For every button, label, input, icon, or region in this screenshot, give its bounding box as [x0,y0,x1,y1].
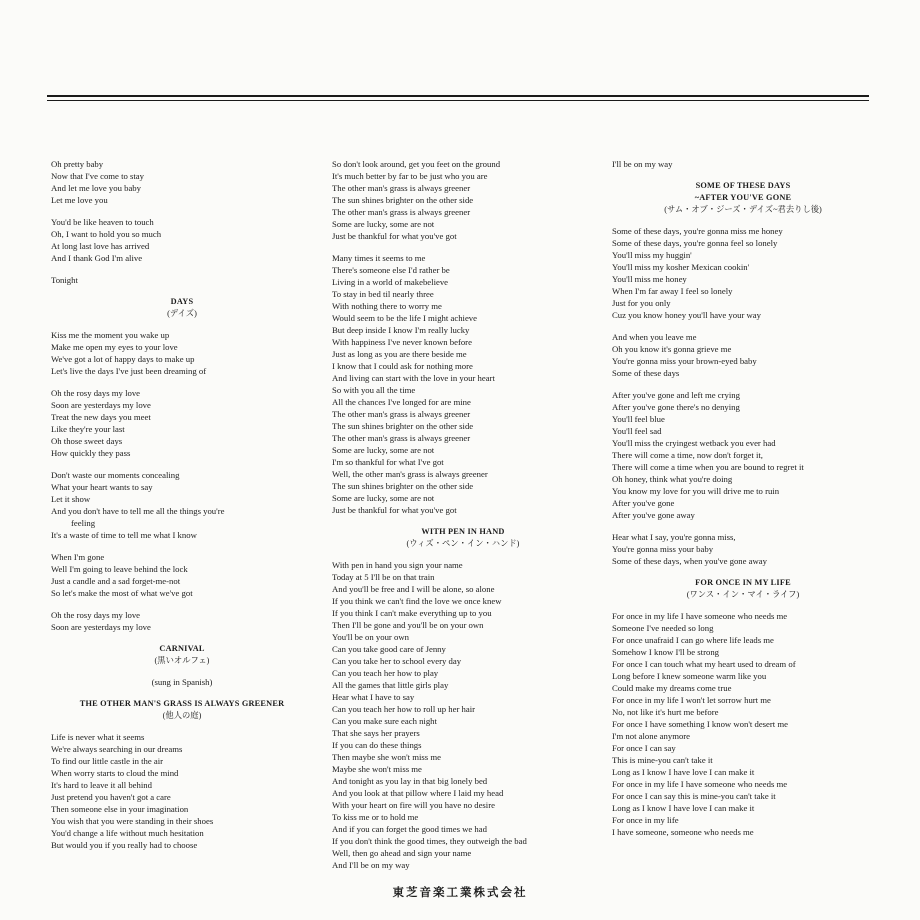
lyric-line: Well, the other man's grass is always greener [332,469,488,479]
lyric-line: When I'm gone [51,552,105,562]
lyric-line: Life is never what it seems [51,732,145,742]
lyric-line: We've got a lot of happy days to make up [51,354,195,364]
lyric-line: Somehow I know I'll be strong [612,647,720,657]
lyric-line: For once in my life I won't let sorrow hurt me [612,695,771,705]
lyric-line: The sun shines brighter on the other side [332,421,474,431]
lyric-line: The other man's grass is always greener [332,207,471,217]
lyric-line: If you can do these things [332,740,422,750]
lyric-stanza [51,216,313,264]
song-title: CARNIVAL [159,644,205,653]
lyric-line: You'll miss me honey [612,274,687,284]
lyric-line: Many times it seems to me [332,253,426,263]
lyric-line: Let it show [51,494,91,504]
top-rule-thin [47,100,869,101]
lyric-line: Now that I've come to stay [51,171,145,181]
lyric-line: The sun shines brighter on the other side [332,481,474,491]
lyric-line: What your heart wants to say [51,482,153,492]
lyric-line: But would you if you really had to choose [51,840,198,850]
lyric-line: And tonight as you lay in that big lonely bed [332,776,488,786]
lyric-line: Oh those sweet days [51,436,123,446]
lyrics-column-1 [51,158,313,861]
lyric-line: Just be thankful for what you've got [332,231,457,241]
lyric-stanza [51,676,313,688]
lyric-line: Oh, I want to hold you so much [51,229,162,239]
lyric-line: Then I'll be gone and you'll be on your own [332,620,484,630]
lyric-line: I'm so thankful for what I've got [332,457,444,467]
lyric-line: You'd be like heaven to touch [51,217,154,227]
lyric-line: Some of these days, you're gonna feel so lonely [612,238,778,248]
lyrics-column-3 [612,158,874,848]
lyric-line: Don't waste our moments concealing [51,470,180,480]
lyric-line: But deep inside I know I'm really lucky [332,325,470,335]
lyric-line: If you don't think the good times, they outweigh the bad [332,836,527,846]
lyric-line: How quickly they pass [51,448,131,458]
lyric-line: That she says her prayers [332,728,420,738]
lyric-line: With nothing there to worry me [332,301,442,311]
lyric-line: Cuz you know honey you'll have your way [612,310,761,320]
lyric-line: You're gonna miss your brown-eyed baby [612,356,757,366]
lyric-line: For once I can touch what my heart used to dream of [612,659,796,669]
lyric-line: Can you take her to school every day [332,656,462,666]
lyric-line: The other man's grass is always greener [332,433,471,443]
lyric-line: With your heart on fire will you have no desire [332,800,495,810]
lyric-line: I'll be on my way [612,159,673,169]
lyric-line: With pen in hand you sign your name [332,560,463,570]
lyric-stanza [51,274,313,286]
lyric-line: After you've gone and left me crying [612,390,740,400]
lyric-line: Soon are yesterdays my love [51,622,151,632]
lyric-stanza [612,225,874,321]
lyric-line: For once in my life I have someone who needs me [612,779,788,789]
lyric-line: Long as I know I have love I can make it [612,803,755,813]
lyric-line: Oh you know it's gonna grieve me [612,344,732,354]
lyric-line: Let me love you [51,195,108,205]
lyric-line: Oh the rosy days my love [51,610,141,620]
lyric-line: For once I can say this is mine-you can't take it [612,791,776,801]
lyric-line: We're always searching in our dreams [51,744,183,754]
lyric-line: For once in my life [612,815,679,825]
lyric-line: You know my love for you will drive me to ruin [612,486,780,496]
lyric-line: To kiss me or to hold me [332,812,419,822]
lyric-stanza [51,551,313,599]
lyric-stanza [612,158,874,170]
lyric-line: Then maybe she won't miss me [332,752,441,762]
lyric-line: Would seem to be the life I might achieve [332,313,478,323]
lyric-line: The sun shines brighter on the other side [332,195,474,205]
lyric-line: feeling [71,518,96,528]
lyric-line: The other man's grass is always greener [332,409,471,419]
lyric-line: After you've gone [612,498,675,508]
song-subtitle: ~AFTER YOU'VE GONE [694,193,792,202]
lyric-line: There will come a time when you are bound to regret it [612,462,804,472]
lyric-line: And let me love you baby [51,183,141,193]
lyric-line: Some are lucky, some are not [332,445,435,455]
lyric-line: And you look at that pillow where I laid my head [332,788,504,798]
lyric-line: This is mine-you can't take it [612,755,713,765]
lyric-line: There will come a time, now don't forget it, [612,450,763,460]
lyric-line: I'm not alone anymore [612,731,691,741]
lyric-line: For once unafraid I can go where life leads me [612,635,774,645]
lyric-line: Just for you only [612,298,671,308]
lyric-line: With happiness I've never known before [332,337,472,347]
lyric-line: For once in my life I have someone who needs me [612,611,788,621]
lyric-line: For once I have something I know won't desert me [612,719,788,729]
lyric-line: No, not like it's hurt me before [612,707,719,717]
lyric-line: Just as long as you are there beside me [332,349,467,359]
lyric-line: Today at 5 I'll be on that train [332,572,435,582]
lyric-line: Maybe she won't miss me [332,764,422,774]
lyric-stanza [332,559,594,871]
lyric-stanza [51,609,313,633]
song-title: THE OTHER MAN'S GRASS IS ALWAYS GREENER [79,699,285,708]
lyric-line: Some of these days, when you've gone away [612,556,768,566]
lyric-line: So don't look around, get you feet on the ground [332,159,501,169]
lyrics-column-2 [332,158,594,881]
lyric-line: If you think I can't make everything up to you [332,608,492,618]
lyric-line: Living in a world of makebelieve [332,277,449,287]
lyric-line: Some are lucky, some are not [332,219,435,229]
lyric-stanza [51,387,313,459]
song-japanese-title: (ウィズ・ペン・イン・ハンド) [406,539,520,548]
lyric-line: You're gonna miss your baby [612,544,714,554]
lyric-line: (sung in Spanish) [151,677,213,687]
song-japanese-title: (黒いオルフェ) [154,656,210,665]
lyric-line: And you don't have to tell me all the things you're [51,506,225,516]
lyric-line: You wish that you were standing in their shoes [51,816,214,826]
lyric-line: And when you leave me [612,332,697,342]
lyric-line: Let's live the days I've just been dreaming of [51,366,207,376]
song-title: FOR ONCE IN MY LIFE [695,578,791,587]
lyric-line: There's someone else I'd rather be [332,265,450,275]
lyric-stanza [612,531,874,567]
lyric-line: Like they're your last [51,424,125,434]
lyric-line: You'll be on your own [332,632,409,642]
lyric-stanza [612,389,874,521]
lyric-line: The other man's grass is always greener [332,183,471,193]
lyric-stanza [51,731,313,851]
lyric-line: So with you all the time [332,385,416,395]
lyric-line: Soon are yesterdays my love [51,400,151,410]
lyric-line: Well, then go ahead and sign your name [332,848,472,858]
lyric-line: Tonight [51,275,78,285]
song-japanese-title: (サム・オブ・ジーズ・デイズ~君去りし後) [664,205,822,214]
lyric-line: Can you take good care of Jenny [332,644,446,654]
lyric-line: Long before I knew someone warm like you [612,671,767,681]
lyric-line: Can you teach her how to roll up her hair [332,704,476,714]
publisher-footer: 東芝音楽工業株式会社 [392,885,528,899]
lyric-line: Treat the new days you meet [51,412,151,422]
lyric-line: And if you can forget the good times we had [332,824,487,834]
lyric-line: You'll miss my kosher Mexican cookin' [612,262,750,272]
lyric-stanza [332,158,594,242]
lyric-line: It's hard to leave it all behind [51,780,152,790]
lyric-line: It's a waste of time to tell me what I know [51,530,197,540]
lyric-line: Can you teach her how to play [332,668,439,678]
lyric-line: All the chances I've longed for are mine [332,397,471,407]
lyric-line: I know that I could ask for nothing more [332,361,473,371]
lyric-line: Oh the rosy days my love [51,388,141,398]
lyric-line: Long as I know I have love I can make it [612,767,755,777]
lyric-line: You'll feel blue [612,414,665,424]
lyric-line: You'll feel sad [612,426,662,436]
lyric-line: It's much better by far to be just who you are [332,171,488,181]
lyric-line: And living can start with the love in your heart [332,373,495,383]
lyric-stanza [332,252,594,516]
lyric-line: You'll miss the cryingest wetback you ever had [612,438,776,448]
lyric-line: And I thank God I'm alive [51,253,143,263]
lyric-line: Could make my dreams come true [612,683,732,693]
lyric-line: Oh pretty baby [51,159,104,169]
lyric-line: All the games that little girls play [332,680,449,690]
lyric-line: You'd change a life without much hesitation [51,828,204,838]
lyric-line: Just a candle and a sad forget-me-not [51,576,181,586]
lyric-stanza [612,610,874,838]
top-rule [47,95,869,97]
lyric-stanza [51,158,313,206]
song-japanese-title: (他人の庭) [162,711,202,720]
lyric-line: To stay in bed til nearly three [332,289,434,299]
lyric-line: Some of these days [612,368,680,378]
lyric-line: Can you make sure each night [332,716,437,726]
lyric-line: Some are lucky, some are not [332,493,435,503]
song-title: SOME OF THESE DAYS [695,181,791,190]
lyric-stanza [612,331,874,379]
lyric-line: When worry starts to cloud the mind [51,768,179,778]
lyric-line: To find our little castle in the air [51,756,164,766]
lyric-line: After you've gone there's no denying [612,402,740,412]
song-title: WITH PEN IN HAND [421,527,505,536]
lyric-line: And I'll be on my way [332,860,410,870]
lyric-line: Then someone else in your imagination [51,804,189,814]
lyric-line: Someone I've needed so long [612,623,714,633]
lyric-line: After you've gone away [612,510,695,520]
song-japanese-title: (デイズ) [167,309,197,318]
lyric-line: Well I'm going to leave behind the lock [51,564,188,574]
lyric-line: Hear what I say, you're gonna miss, [612,532,736,542]
lyric-line: Some of these days, you're gonna miss me honey [612,226,783,236]
lyric-line: I have someone, someone who needs me [612,827,754,837]
song-title: DAYS [170,297,194,306]
lyric-stanza [51,469,313,541]
lyric-line: When I'm far away I feel so lonely [612,286,733,296]
lyric-line: Oh honey, think what you're doing [612,474,733,484]
lyric-line: For once I can say [612,743,676,753]
lyric-line: At long last love has arrived [51,241,150,251]
lyric-line: Just be thankful for what you've got [332,505,457,515]
lyric-line: Make me open my eyes to your love [51,342,178,352]
lyric-line: Hear what I have to say [332,692,415,702]
lyric-line: Kiss me the moment you wake up [51,330,170,340]
song-japanese-title: (ワンス・イン・マイ・ライフ) [686,590,800,599]
lyric-line: Just pretend you haven't got a care [51,792,171,802]
lyric-line: If you think we can't find the love we once knew [332,596,502,606]
lyric-line: And you'll be free and I will be alone, so alone [332,584,495,594]
lyric-line: You'll miss my huggin' [612,250,692,260]
lyric-stanza [51,329,313,377]
lyric-line: So let's make the most of what we've got [51,588,193,598]
